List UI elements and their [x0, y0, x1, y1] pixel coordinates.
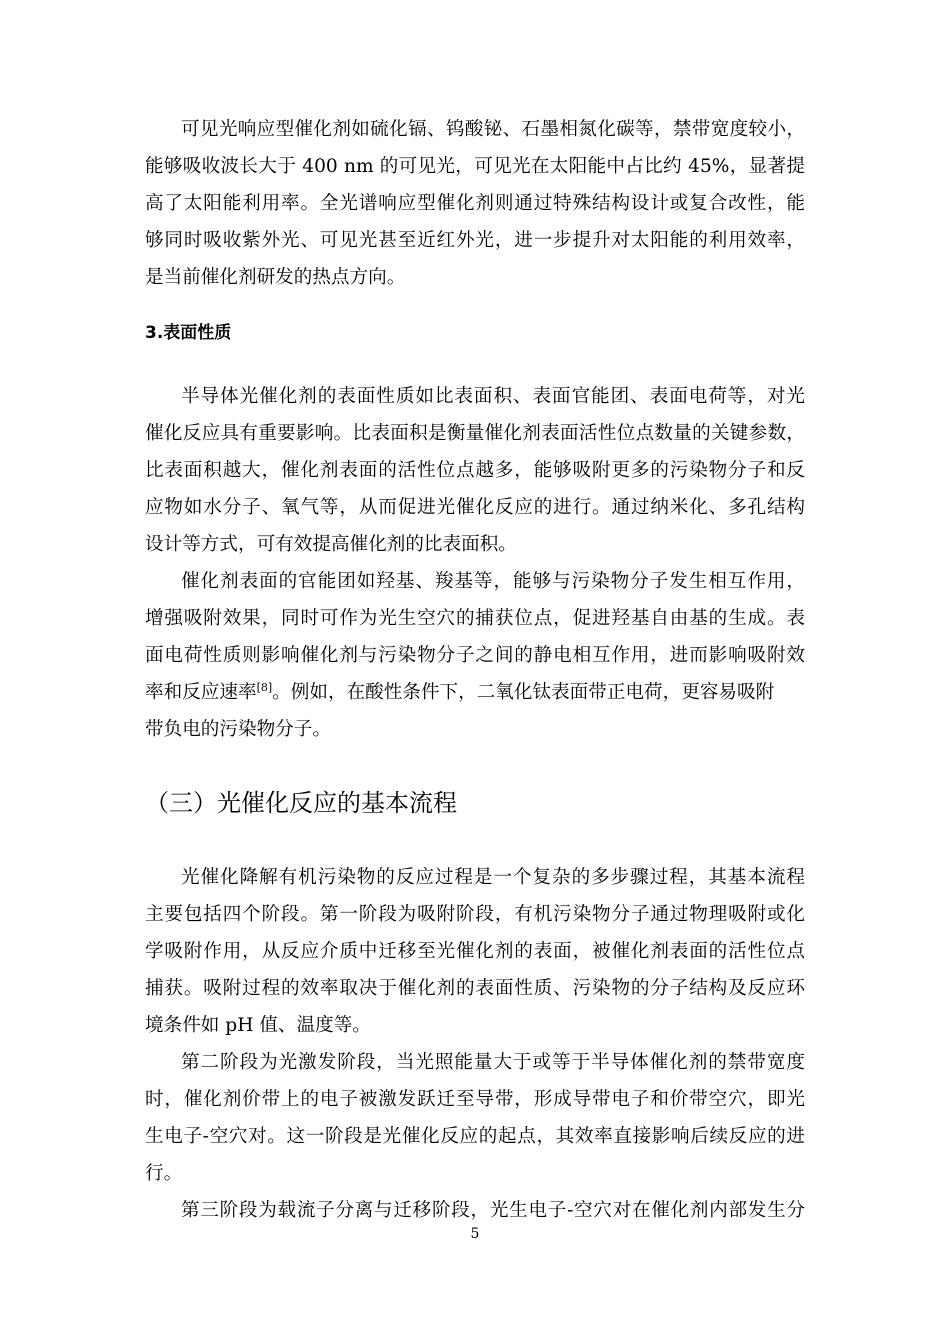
text-line: 可见光响应型催化剂如硫化镉、钨酸铋、石墨相氮化碳等，禁带宽度较小，	[181, 119, 805, 140]
text-line: 增强吸附效果，同时可作为光生空穴的捕获位点，促进羟基自由基的生成。表	[145, 608, 805, 629]
page-number: 5	[470, 1226, 480, 1242]
text-line: 第二阶段为光激发阶段，当光照能量大于或等于半导体催化剂的禁带宽度	[181, 1052, 805, 1073]
text-line: 光催化降解有机污染物的反应过程是一个复杂的多步骤过程，其基本流程	[181, 867, 805, 888]
section-heading: （三）光催化反应的基本流程	[145, 789, 457, 817]
text-line: 面电荷性质则影响催化剂与污染物分子之间的静电相互作用，进而影响吸附效	[145, 645, 805, 666]
text-line: 生电子-空穴对。这一阶段是光催化反应的起点，其效率直接影响后续反应的进	[145, 1126, 805, 1147]
text-line: 够同时吸收紫外光、可见光甚至近红外光，进一步提升对太阳能的利用效率，	[145, 230, 805, 251]
text-line: 应物如水分子、氧气等，从而促进光催化反应的进行。通过纳米化、多孔结构	[145, 497, 805, 518]
text-line: 行。	[145, 1163, 183, 1184]
text-line: 催化剂表面的官能团如羟基、羧基等，能够与污染物分子发生相互作用，	[181, 571, 805, 592]
text-line: 带负电的污染物分子。	[145, 719, 331, 740]
text-line: 学吸附作用，从反应介质中迁移至光催化剂的表面，被催化剂表面的活性位点	[145, 941, 805, 962]
subsection-heading: 3.表面性质	[145, 323, 232, 343]
text-line: 境条件如 pH 值、温度等。	[145, 1015, 371, 1036]
text-line: 是当前催化剂研发的热点方向。	[145, 267, 406, 288]
text-line: 能够吸收波长大于 400 nm 的可见光，可见光在太阳能中占比约 45%，显著提	[145, 156, 805, 177]
text-line: 第三阶段为载流子分离与迁移阶段，光生电子-空穴对在催化剂内部发生分	[181, 1200, 805, 1221]
text-line: 时，催化剂价带上的电子被激发跃迁至导带，形成导带电子和价带空穴，即光	[145, 1089, 805, 1110]
text-line: 催化反应具有重要影响。比表面积是衡量催化剂表面活性位点数量的关键参数，	[145, 423, 805, 444]
text-line: 主要包括四个阶段。第一阶段为吸附阶段，有机污染物分子通过物理吸附或化	[145, 904, 805, 925]
citation-reference: [8]	[256, 680, 273, 694]
text-line: 半导体光催化剂的表面性质如比表面积、表面官能团、表面电荷等，对光	[181, 386, 805, 407]
text-line	[145, 675, 805, 711]
text-line: 比表面积越大，催化剂表面的活性位点越多，能够吸附更多的污染物分子和反	[145, 460, 805, 481]
text-line: 高了太阳能利用率。全光谱响应型催化剂则通过特殊结构设计或复合改性，能	[145, 193, 805, 214]
text-fragment: 率和反应速率[8]。例如，在酸性条件下，二氧化钛表面带正电荷，更容易吸附	[145, 680, 775, 703]
text-line: 捕获。吸附过程的效率取决于催化剂的表面性质、污染物的分子结构及反应环	[145, 978, 805, 999]
text-line: 设计等方式，可有效提高催化剂的比表面积。	[145, 534, 517, 555]
